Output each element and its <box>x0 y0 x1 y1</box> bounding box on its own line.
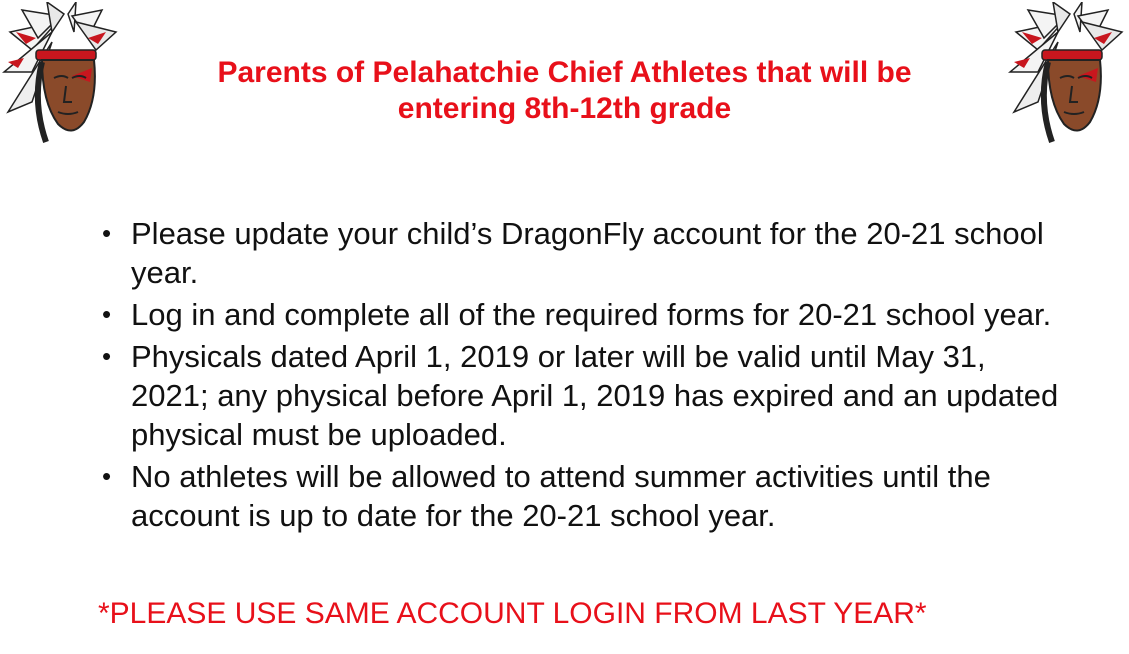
list-item-text: Log in and complete all of the required forms for 20-21 school year. <box>131 297 1052 332</box>
list-item-text: No athletes will be allowed to attend summer activities until the account is up to date for the 20-21 school year. <box>131 459 991 533</box>
title-line-2: entering 8th-12th grade <box>397 92 732 125</box>
bullet-icon: • <box>102 299 112 329</box>
chief-mascot-left-icon <box>2 2 120 144</box>
chief-mascot-right-icon <box>1008 2 1126 144</box>
title-line-1: Parents of Pelahatchie Chief Athletes that will be <box>217 56 912 89</box>
page-title <box>120 55 1009 127</box>
list-item-text: Please update your child’s DragonFly account for the 20-21 school year. <box>131 216 1044 290</box>
bullet-icon: • <box>102 461 112 491</box>
bullet-icon: • <box>102 218 112 248</box>
list-item <box>100 457 1060 535</box>
list-item <box>100 337 1060 454</box>
list-item <box>100 295 1060 334</box>
list-item-text: Physicals dated April 1, 2019 or later will be valid until May 31, 2021; any physical before April 1, 2019 has expired and an updated physical must be uploaded. <box>131 339 1059 452</box>
list-item <box>100 214 1060 292</box>
instruction-list <box>100 214 1060 538</box>
login-notice: *PLEASE USE SAME ACCOUNT LOGIN FROM LAST YEAR* <box>98 597 927 630</box>
bullet-icon: • <box>102 341 112 371</box>
